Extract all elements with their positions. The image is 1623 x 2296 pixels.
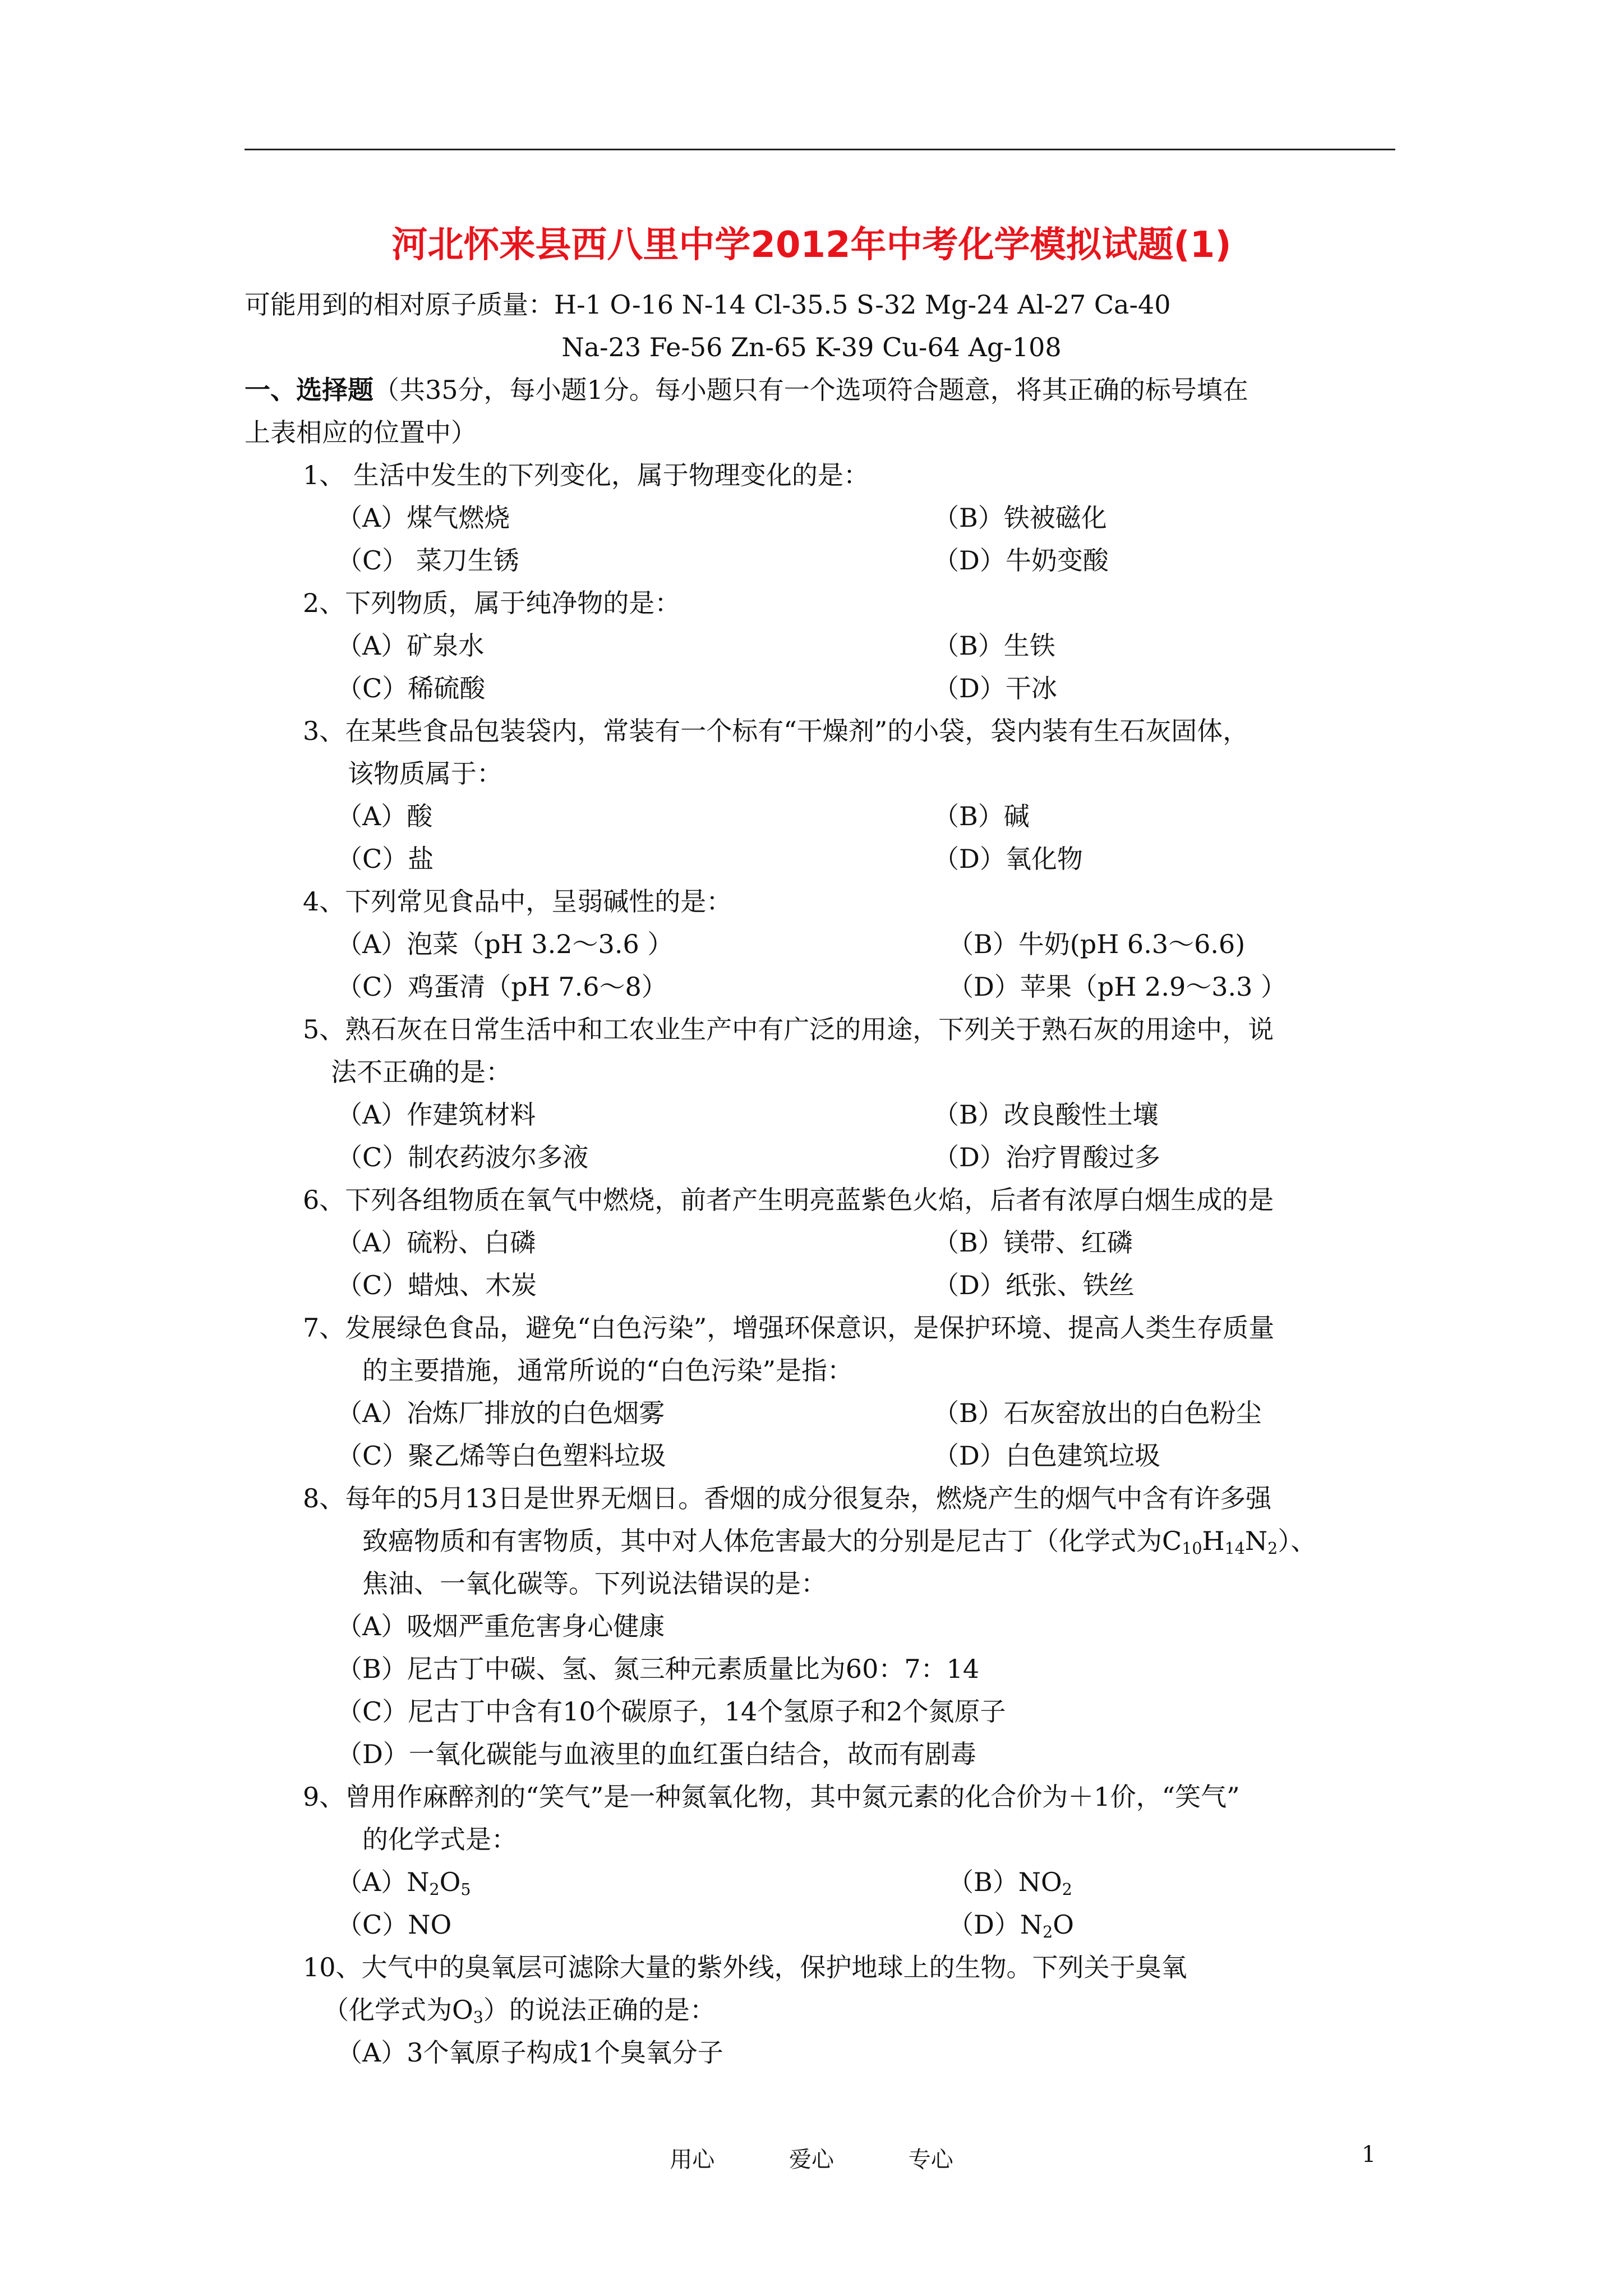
- q3-option-c: （C）盐: [336, 844, 434, 874]
- q5-stem-line-2: 法不正确的是：: [331, 1057, 511, 1087]
- q10-formula-sub: 3: [473, 2008, 483, 2027]
- q6-option-a: （A）硫粉、白磷: [336, 1227, 536, 1258]
- q3-option-b: （B）碱: [933, 801, 1030, 831]
- q9-option-c: （C）NO: [336, 1910, 452, 1940]
- q7-stem-line-2: 的主要措施，通常所说的“白色污染”是指：: [362, 1355, 854, 1386]
- q2-option-a: （A）矿泉水: [336, 631, 485, 661]
- q10-option-a: （A）3个氧原子构成1个臭氧分子: [336, 2037, 723, 2068]
- q8-formula-sub-c: 10: [1182, 1539, 1202, 1558]
- footer-mottos: [0, 2142, 1623, 2174]
- footer-motto-3: 专心: [908, 2147, 953, 2173]
- atomic-mass-line-1: 可能用到的相对原子质量：H-1 O-16 N-14 Cl-35.5 S-32 Mg-24 Al-27 Ca-40: [245, 289, 1171, 320]
- q3-option-a: （A）酸: [336, 801, 433, 831]
- section-1-instructions-cont: 上表相应的位置中）: [245, 417, 477, 448]
- q6-stem: 6、下列各组物质在氧气中燃烧，前者产生明亮蓝紫色火焰，后者有浓厚白烟生成的是: [303, 1185, 1274, 1215]
- q9-option-d: [948, 1910, 1075, 1942]
- q6-option-b: （B）镁带、红磷: [933, 1227, 1133, 1258]
- q8-formula-n: N: [1244, 1526, 1268, 1556]
- q9-b-sub: 2: [1062, 1880, 1072, 1899]
- q9-stem-line-1: 9、曾用作麻醉剂的“笑气”是一种氮氧化物，其中氮元素的化合价为＋1价，“笑气”: [303, 1782, 1240, 1812]
- q5-option-c: （C）制农药波尔多液: [336, 1142, 589, 1172]
- q10-stem-tail: ）的说法正确的是：: [483, 1995, 716, 2025]
- q8-stem-line-2: [362, 1526, 1317, 1558]
- q2-option-d: （D）干冰: [933, 673, 1057, 703]
- q7-option-d: （D）白色建筑垃圾: [933, 1441, 1160, 1471]
- page-title: 河北怀来县西八里中学2012年中考化学模拟试题(1): [391, 224, 1232, 266]
- q8-formula-sub-h: 14: [1224, 1539, 1245, 1558]
- q8-stem-line-3: 焦油、一氧化碳等。下列说法错误的是：: [362, 1568, 827, 1599]
- q3-option-d: （D）氧化物: [933, 844, 1083, 874]
- q8-stem-tail: ）、: [1278, 1526, 1317, 1556]
- q9-d-o: O: [1053, 1910, 1075, 1940]
- section-1-instructions: [245, 377, 1248, 403]
- q1-option-c: （C） 菜刀生锈: [336, 545, 519, 576]
- q2-option-c: （C）稀硫酸: [336, 673, 486, 703]
- q10-stem-text: （化学式为O: [323, 1995, 473, 2025]
- q8-stem-line-1: 8、每年的5月13日是世界无烟日。香烟的成分很复杂，燃烧产生的烟气中含有许多强: [303, 1483, 1272, 1513]
- q8-option-c: （C）尼古丁中含有10个碳原子，14个氢原子和2个氮原子: [336, 1696, 1006, 1727]
- q3-stem-line-2: 该物质属于：: [348, 758, 502, 789]
- q9-d-text: （D）N: [948, 1910, 1043, 1940]
- q5-option-d: （D）治疗胃酸过多: [933, 1142, 1160, 1172]
- q9-a-sub-1: 2: [429, 1880, 440, 1899]
- section-1-instructions-text: （共35分，每小题1分。每小题只有一个选项符合题意，将其正确的标号填在: [374, 375, 1248, 405]
- q10-stem-line-1: 10、大气中的臭氧层可滤除大量的紫外线，保护地球上的生物。下列关于臭氧: [303, 1952, 1187, 1982]
- q4-stem: 4、下列常见食品中，呈弱碱性的是：: [303, 886, 732, 917]
- q4-option-b: （B）牛奶(pH 6.3～6.6): [948, 929, 1246, 959]
- q9-b-text: （B）NO: [948, 1867, 1062, 1897]
- q7-option-c: （C）聚乙烯等白色塑料垃圾: [336, 1441, 666, 1471]
- q1-option-a: （A）煤气燃烧: [336, 503, 510, 533]
- q8-stem-text: 致癌物质和有害物质，其中对人体危害最大的分别是尼古丁（化学式为C: [362, 1526, 1182, 1556]
- footer-motto-1: 用心: [670, 2147, 715, 2173]
- q9-a-text: （A）N: [336, 1867, 430, 1897]
- q9-option-a: [336, 1867, 471, 1899]
- q9-option-b: [948, 1867, 1072, 1899]
- q1-stem: 1、 生活中发生的下列变化，属于物理变化的是：: [303, 460, 869, 490]
- q5-stem-line-1: 5、熟石灰在日常生活中和工农业生产中有广泛的用途，下列关于熟石灰的用途中，说: [303, 1014, 1274, 1045]
- q9-stem-line-2: 的化学式是：: [362, 1824, 517, 1855]
- q7-option-a: （A）冶炼厂排放的白色烟雾: [336, 1398, 665, 1428]
- q2-option-b: （B）生铁: [933, 631, 1055, 661]
- q8-option-d: （D）一氧化碳能与血液里的血红蛋白结合，故而有剧毒: [336, 1739, 976, 1769]
- footer-motto-2: 爱心: [789, 2147, 834, 2173]
- section-1-heading: 一、选择题: [245, 375, 374, 405]
- q1-option-d: （D）牛奶变酸: [933, 545, 1109, 576]
- q2-stem: 2、下列物质，属于纯净物的是：: [303, 588, 681, 618]
- q10-stem-line-2: [323, 1995, 716, 2027]
- page-number: 1: [1362, 2142, 1376, 2168]
- q8-option-a: （A）吸烟严重危害身心健康: [336, 1611, 665, 1641]
- q6-option-c: （C）蜡烛、木炭: [336, 1270, 537, 1300]
- q8-formula-h: H: [1202, 1526, 1225, 1556]
- q5-option-b: （B）改良酸性土壤: [933, 1099, 1159, 1130]
- q9-a-o: O: [439, 1867, 461, 1897]
- q3-stem-line-1: 3、在某些食品包装袋内，常装有一个标有“干燥剂”的小袋，袋内装有生石灰固体，: [303, 716, 1249, 746]
- q9-a-sub-2: 5: [460, 1880, 471, 1899]
- q4-option-c: （C）鸡蛋清（pH 7.6～8）: [336, 972, 667, 1002]
- q5-option-a: （A）作建筑材料: [336, 1099, 536, 1130]
- q7-stem-line-1: 7、发展绿色食品，避免“白色污染”，增强环保意识，是保护环境、提高人类生存质量: [303, 1313, 1275, 1343]
- q4-option-d: （D）苹果（pH 2.9～3.3 ）: [948, 972, 1287, 1002]
- q7-option-b: （B）石灰窑放出的白色粉尘: [933, 1398, 1262, 1428]
- q9-d-sub: 2: [1043, 1923, 1053, 1942]
- q8-option-b: （B）尼古丁中碳、氢、氮三种元素质量比为60：7：14: [336, 1654, 980, 1684]
- q1-option-b: （B）铁被磁化: [933, 503, 1107, 533]
- q4-option-a: （A）泡菜（pH 3.2～3.6 ）: [336, 929, 674, 959]
- atomic-mass-line-2: Na-23 Fe-56 Zn-65 K-39 Cu-64 Ag-108: [561, 332, 1062, 362]
- q8-formula-sub-n: 2: [1267, 1539, 1278, 1558]
- q6-option-d: （D）纸张、铁丝: [933, 1270, 1135, 1300]
- header-rule: [245, 149, 1395, 150]
